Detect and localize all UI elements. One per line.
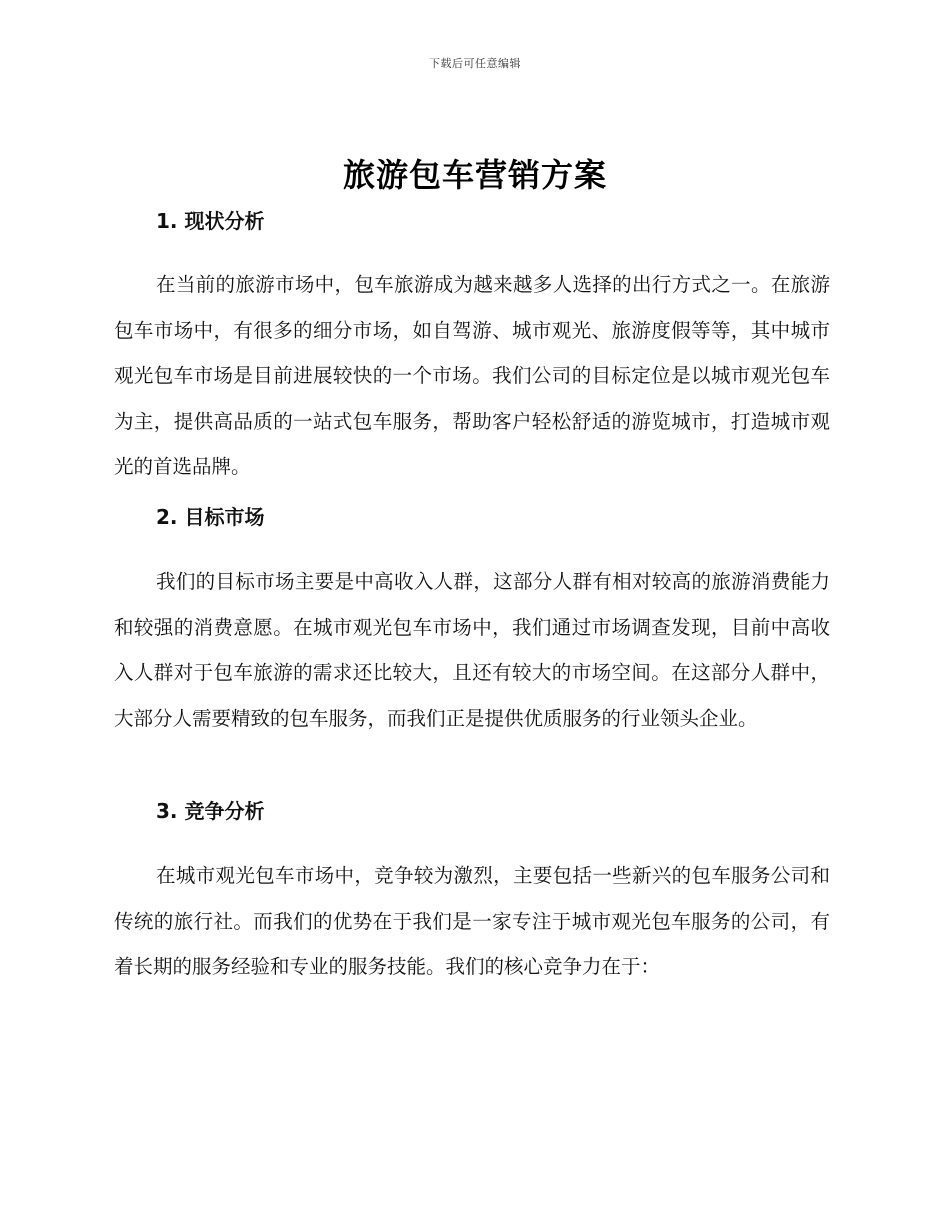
section-target-market bbox=[114, 502, 830, 741]
section-competition-analysis bbox=[114, 796, 830, 990]
section-paragraph: 在当前的旅游市场中，包车旅游成为越来越多人选择的出行方式之一。在旅游包车市场中，有很多的细分市场，如自驾游、城市观光、旅游度假等等，其中城市观光包车市场是目前进展较快的一个市场。我们公司的目标定位是以城市观光包车为主，提供高品质的一站式包车服务，帮助客户轻松舒适的游览城市，打造城市观光的首选品牌。 bbox=[114, 273, 830, 478]
section-heading: 1. 现状分析 bbox=[156, 209, 265, 233]
section-heading: 3. 竞争分析 bbox=[156, 799, 265, 823]
section-heading: 2. 目标市场 bbox=[156, 505, 265, 529]
section-paragraph: 在城市观光包车市场中，竞争较为激烈，主要包括一些新兴的包车服务公司和传统的旅行社。而我们的优势在于我们是一家专注于城市观光包车服务的公司，有着长期的服务经验和专业的服务技能。我们的核心竞争力在于： bbox=[114, 864, 830, 978]
page-header: 下载后可任意编辑 bbox=[429, 57, 521, 70]
section-paragraph: 我们的目标市场主要是中高收入人群，这部分人群有相对较高的旅游消费能力和较强的消费意愿。在城市观光包车市场中，我们通过市场调查发现，目前中高收入人群对于包车旅游的需求还比较大，且还有较大的市场空间。在这部分人群中，大部分人需要精致的包车服务，而我们正是提供优质服务的行业领头企业。 bbox=[114, 570, 830, 730]
section-current-situation bbox=[114, 206, 830, 490]
document-title: 旅游包车营销方案 bbox=[342, 156, 607, 194]
